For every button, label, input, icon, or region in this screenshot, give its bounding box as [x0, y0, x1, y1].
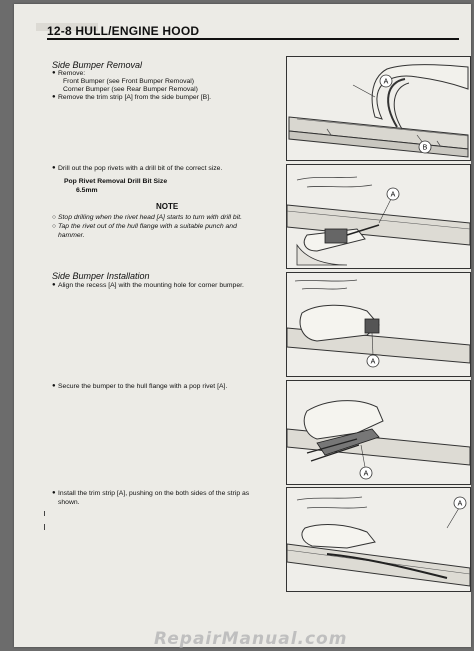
page-content [36, 4, 463, 647]
manual-page [14, 4, 471, 647]
installation-heading: Side Bumper Installation [52, 271, 150, 281]
spec-label: Pop Rivet Removal Drill Bit Size [64, 178, 168, 185]
remove-item-1: Front Bumper (see Front Bumper Removal) [63, 78, 195, 85]
bullet-icon: ● [52, 383, 56, 389]
figure-align-recess [286, 272, 471, 377]
callout-a-label: A [457, 500, 463, 508]
figure-trim-strip-install-drawing [287, 488, 470, 591]
footer-watermark: RepairManual.com [154, 629, 348, 649]
page-header [36, 24, 459, 38]
drill-rivets-step: Drill out the pop rivets with a drill bit of the correct size. [58, 165, 223, 172]
bullet-icon: ● [52, 282, 56, 288]
bullet-icon: ● [52, 165, 56, 171]
spec-value: 6.5mm [76, 187, 98, 194]
remove-item-2: Corner Bumper (see Rear Bumper Removal) [63, 86, 198, 93]
figure-trim-strip-removal [286, 56, 471, 161]
secure-bumper-step: Secure the bumper to the hull flange with a pop rivet [A]. [58, 383, 228, 390]
note-bullet-icon: ○ [52, 214, 57, 221]
note-bullet-icon: ○ [52, 223, 57, 230]
callout-a-label: A [390, 191, 396, 199]
note-2-line-1: Tap the rivet out of the hull flange with a suitable punch and [58, 223, 237, 230]
callout-a-label: A [370, 358, 376, 366]
removal-heading: Side Bumper Removal [52, 60, 143, 70]
callout-a-label: A [383, 78, 389, 86]
header-rule [47, 38, 459, 40]
callout-b-label: B [422, 144, 428, 152]
bullet-icon: ● [52, 490, 56, 496]
page-title: 12-8 HULL/ENGINE HOOD [47, 24, 200, 38]
install-trim-strip-line-1: Install the trim strip [A], pushing on the both sides of the strip as [58, 490, 250, 497]
align-recess-step: Align the recess [A] with the mounting hole for corner bumper. [58, 282, 244, 289]
bullet-icon: ● [52, 94, 56, 100]
figure-trim-strip-install [286, 487, 471, 592]
note-1: Stop drilling when the rivet head [A] starts to turn with drill bit. [58, 214, 242, 221]
figure-drill-rivet [286, 164, 471, 269]
figure-align-recess-drawing [287, 273, 470, 376]
callout-a-label: A [363, 470, 369, 478]
note-2-line-2: hammer. [58, 232, 85, 239]
stray-mark [44, 511, 45, 516]
figure-drill-rivet-drawing [287, 165, 470, 268]
remove-trim-strip-step: Remove the trim strip [A] from the side bumper [B]. [58, 94, 211, 101]
figure-trim-strip-removal-drawing [287, 57, 470, 160]
stray-mark [44, 524, 45, 530]
remove-label: Remove: [58, 70, 86, 77]
figure-pop-rivet-drawing [287, 381, 470, 484]
figure-pop-rivet [286, 380, 471, 485]
install-trim-strip-line-2: shown. [58, 499, 80, 506]
bullet-icon: ● [52, 70, 56, 76]
note-title: NOTE [156, 202, 179, 211]
